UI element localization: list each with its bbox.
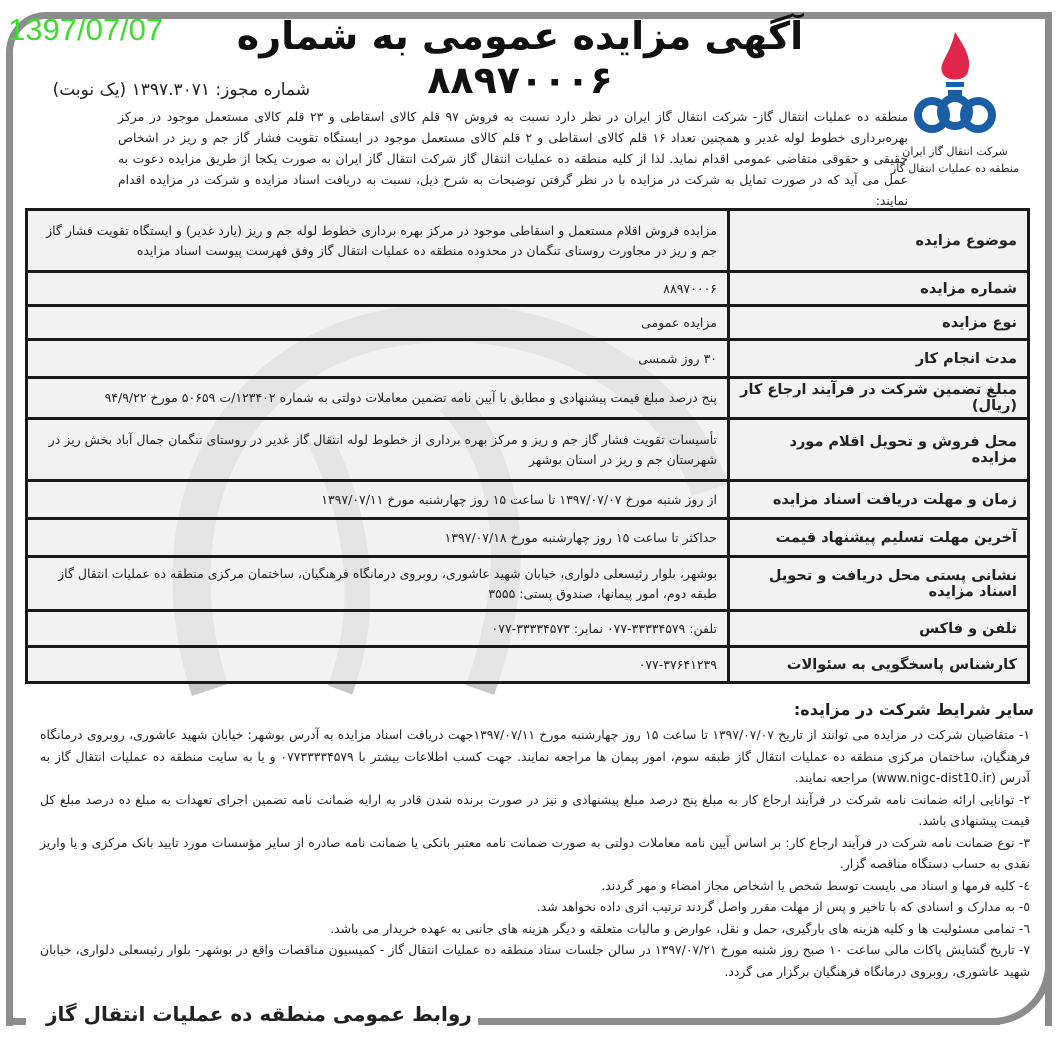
table-row	[27, 419, 1029, 481]
conditions-list	[40, 724, 1030, 982]
row-value: از روز شنبه مورخ ۱۳۹۷/۰۷/۰۷ تا ساعت ۱۵ روز چهارشنبه مورخ ۱۳۹۷/۰۷/۱۱	[27, 481, 729, 519]
auction-details-table	[25, 208, 1030, 684]
table-row	[27, 378, 1029, 419]
row-label: نوع مزایده	[729, 306, 1029, 340]
row-label: زمان و مهلت دریافت اسناد مزایده	[729, 481, 1029, 519]
frame-edge	[470, 1018, 1000, 1025]
table-row	[27, 306, 1029, 340]
condition-item: ۲- توانایی ارائه ضمانت نامه شرکت در فرآیند ارجاع کار به مبلغ پنج درصد مبلغ پیشنهادی و نیز در صورت برنده شدن قادر به ارایه ضمانت نامه تضمین اجرای تعهدات به مبلغ ده درصد مبلغ کل قیمت پیشنهادی باشد.	[40, 791, 1030, 828]
condition-item: ۷- تاریخ گشایش پاکات مالی ساعت ۱۰ صبح روز شنبه مورخ ۱۳۹۷/۰۷/۲۱ در سالن جلسات ستاد منطقه ده عملیات انتقال گاز - کمیسیون مناقصات واقع در بوشهر- بلوار رئیسعلی دلواری، خیابان شهید عاشوری، روبروی درمانگاه فرهنگیان برگزار می گردد.	[40, 942, 1030, 979]
row-label: موضوع مزایده	[729, 210, 1029, 272]
table-row	[27, 481, 1029, 519]
row-value: ۳۰ روز شمسی	[27, 340, 729, 378]
row-value: حداکثر تا ساعت ۱۵ روز چهارشنبه مورخ ۱۳۹۷/۰۷/۱۸	[27, 519, 729, 557]
row-label: آخرین مهلت تسلیم پیشنهاد قیمت	[729, 519, 1029, 557]
table-row	[27, 210, 1029, 272]
row-value: مزایده عمومی	[27, 306, 729, 340]
table-row	[27, 611, 1029, 647]
frame-edge	[6, 1018, 26, 1025]
condition-item: ٥- به مدارک و اسنادی که با تاخیر و پس از مهلت مقرر واصل گردند ترتیب اثری داده نخواهد شد.	[536, 899, 1030, 914]
footer-signature: روابط عمومی منطقه ده عملیات انتقال گاز	[40, 1002, 478, 1026]
condition-item: ۱- متقاضیان شرکت در مزایده می توانند از تاریخ ۱۳۹۷/۰۷/۰۷ تا ساعت ۱۵ روز چهارشنبه مورخ ۱۳۹۷/۰۷/۱۱جهت دریافت اسناد مزایده به آدرس بوشهر: خیابان شهید عاشوری، روبروی درمانگاه فرهنگیان، ساختمان مرکزی منطقه ده عملیات انتقال گاز طبقه سوم، امور پیمان ها مراجعه نمایند. جهت کسب اطلاعات بیشتر با ۰۷۷۳۳۳۳۴۵۷۹ و یا به سایت منطقه ده عملیات انتقال گاز به آدرس (www.nigc-dist10.ir) مراجعه نمایند.	[40, 727, 1030, 785]
table-row	[27, 647, 1029, 683]
row-value: بوشهر، بلوار رئیسعلی دلواری، خیابان شهید عاشوری، روبروی درمانگاه فرهنگیان، ساختمان مرکزی منطقه ده عملیات انتقال گاز طبقه دوم، امور پیمانها، صندوق پستی: ۳۵۵۵	[27, 557, 729, 611]
logo-caption-company: شرکت انتقال گاز ایران	[902, 145, 1008, 158]
row-label: تلفن و فاکس	[729, 611, 1029, 647]
table-row	[27, 519, 1029, 557]
page-title: آگهی مزایده عمومی به شماره ۸۸۹۷۰۰۰۶	[236, 14, 804, 102]
logo-caption-region: منطقه ده عملیات انتقال گاز	[890, 162, 1020, 175]
table-row	[27, 340, 1029, 378]
condition-item: ۳- نوع ضمانت نامه شرکت در فرآیند ارجاع کار: بر اساس آیین نامه معاملات دولتی به صورت ضمانت نامه معتبر بانکی یا ضمانت نامه صادره از سایر مؤسسات مورد تایید بانک مرکزی و یا واریز نقدی به حساب دستگاه مناقصه گزار.	[40, 834, 1030, 871]
row-label: کارشناس پاسخگویی به سئوالات	[729, 647, 1029, 683]
table-row	[27, 272, 1029, 306]
row-label: محل فروش و تحویل اقلام مورد مزایده	[729, 419, 1029, 481]
date-stamp: 1397/07/07	[8, 12, 164, 47]
row-value: ۰۷۷-۳۷۶۴۱۲۳۹	[27, 647, 729, 683]
row-value: تلفن: ۳۳۳۳۴۵۷۹-۰۷۷ نمابر: ۳۳۳۳۴۵۷۳-۰۷۷	[27, 611, 729, 647]
condition-item: ٤- کلیه فرمها و اسناد می بایست توسط شخص یا اشخاص مجاز امضاء و مهر گردند.	[601, 877, 1030, 893]
conditions-heading: سایر شرایط شرکت در مزایده:	[793, 700, 1034, 719]
table-row	[27, 557, 1029, 611]
row-label: نشانی پستی محل دریافت و تحویل اسناد مزایده	[729, 557, 1029, 611]
gas-flame-logo-icon	[910, 30, 1000, 135]
intro-paragraph: منطقه ده عملیات انتقال گاز- شرکت انتقال گاز ایران در نظر دارد نسبت به فروش ۹۷ قلم کالای اسقاطی و ۲۳ قلم کالای مستعمل موجود در مرکز بهره‌برداری خطوط لوله غدیر و همچنین تعداد ۱۶ قلم کالای اسقاطی و ۲ قلم کالای مستعمل موجود در ایستگاه تقویت فشار گاز جم و ریز در اشخاص حقیقی و حقوقی متقاضی عمومی اقدام نماید. لذا از کلیه منطقه ده عملیات انتقال گاز شرکت انتقال گاز ایران به صورت یکجا از طریق مزایده دعوت به عمل می آید که در صورت تمایل به شرکت در مزایده با در نظر گرفتن توضیحات به شرح ذیل، نسبت به دریافت اسناد مزایده و شرکت در مزایده اقدام نمایند:	[118, 109, 909, 208]
row-label: شماره مزایده	[729, 272, 1029, 306]
row-value: ۸۸۹۷۰۰۰۶	[27, 272, 729, 306]
row-label: مبلغ تضمین شرکت در فرآیند ارجاع کار (ریال)	[729, 378, 1029, 419]
permit-number: شماره مجوز: ۱۳۹۷.۳۰۷۱ (یک نوبت)	[52, 80, 310, 100]
row-value: پنج درصد مبلغ قیمت پیشنهادی و مطابق با آیین نامه تضمین معاملات دولتی به شماره ۱۲۳۴۰۲/ت ۵۰۶۵۹ مورخ ۹۴/۹/۲۲	[27, 378, 729, 419]
condition-item: ٦- تمامی مسئولیت ها و کلیه هزینه های بارگیری، حمل و نقل، عوارض و مالیات متعلقه و دیگر هزینه های جانبی به عهده خریدار می باشد.	[330, 920, 1030, 936]
row-value: مزایده فروش اقلام مستعمل و اسقاطی موجود در مرکز بهره برداری خطوط لوله جم و ریز (یارد غدیر) و ایستگاه تقویت فشار گاز جم و ریز در مجاورت روستای تنگمان در محدوده منطقه ده عملیات انتقال گاز وفق فهرست پیوست اسناد مزایده	[27, 210, 729, 272]
row-label: مدت انجام کار	[729, 340, 1029, 378]
row-value: تأسیسات تقویت فشار گاز جم و ریز و مرکز بهره برداری از خطوط لوله انتقال گاز غدیر در روستای تنگمان جمال آباد بخش ریز در شهرستان جم و ریز در استان بوشهر	[27, 419, 729, 481]
